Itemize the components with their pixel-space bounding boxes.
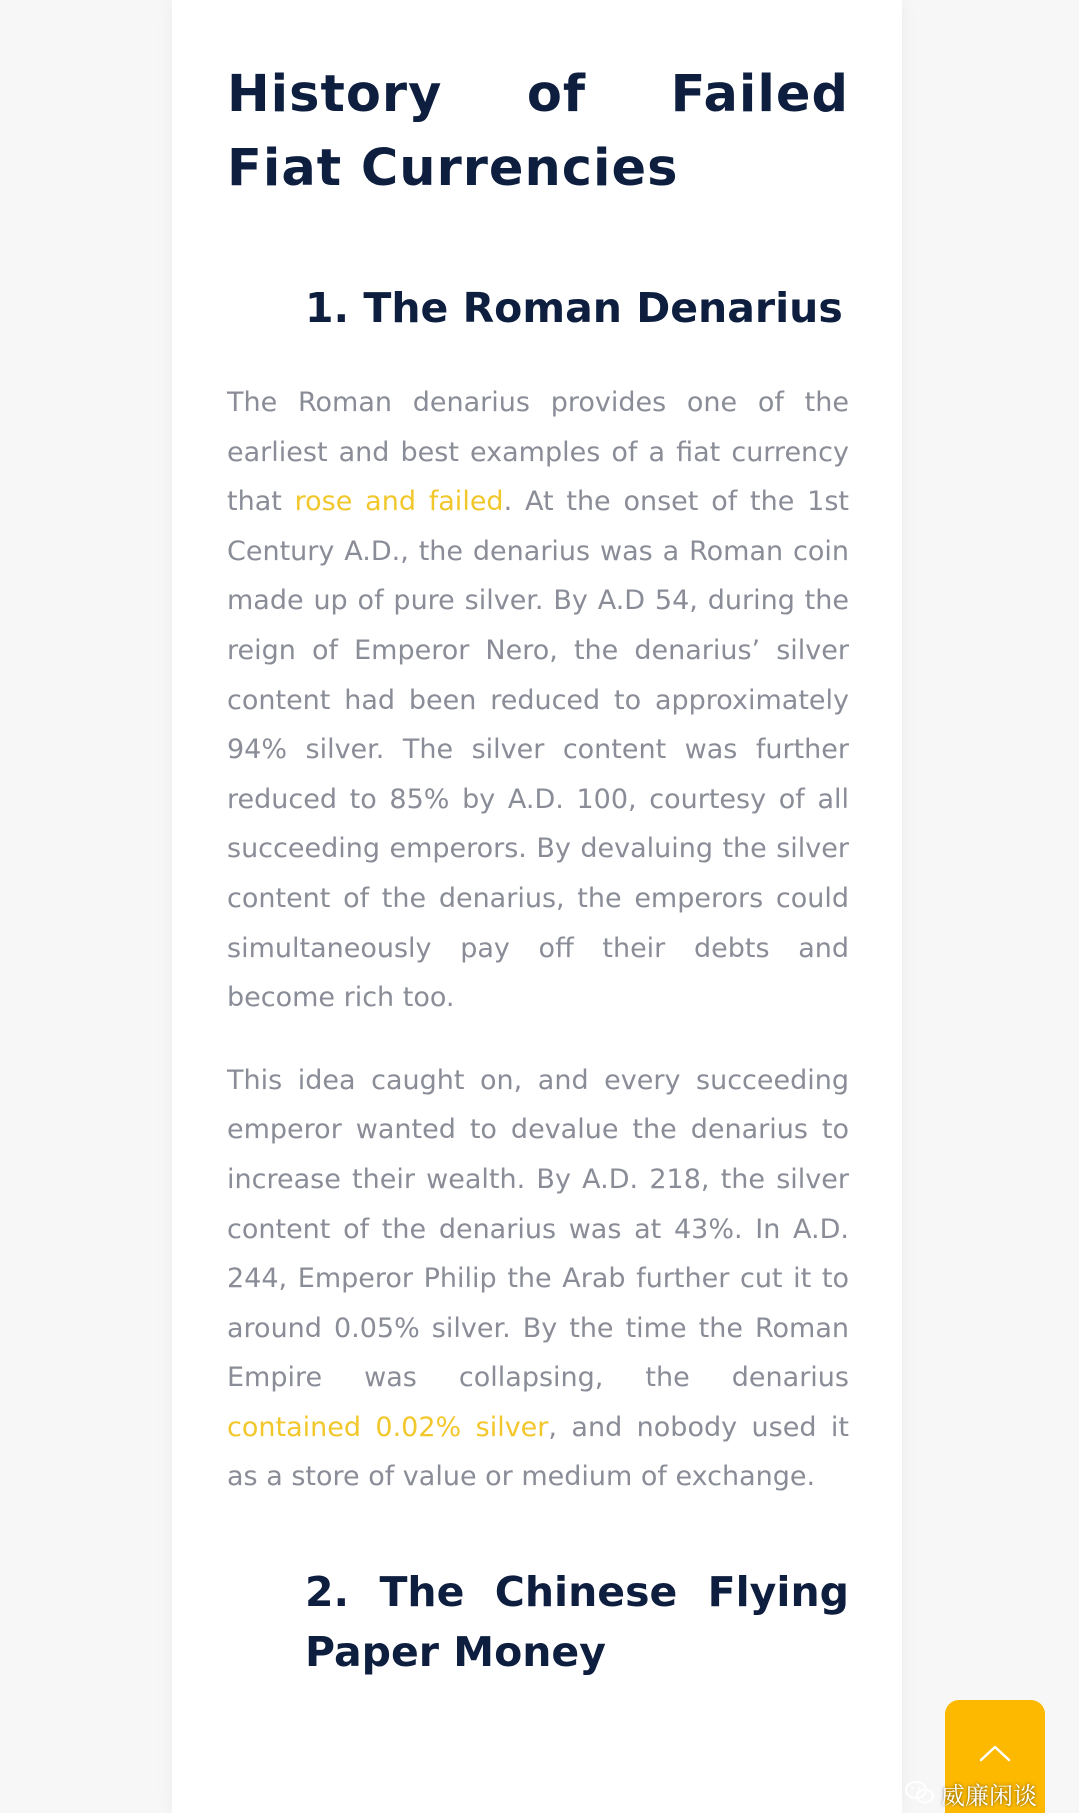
watermark — [905, 1776, 1037, 1810]
link-contained-silver[interactable]: contained 0.02% silver — [227, 1411, 549, 1443]
section-heading-roman-denarius: 1. The Roman Denarius — [305, 284, 843, 332]
section-heading-chinese-paper-money: 2. The Chinese Flying Paper Money — [305, 1568, 849, 1677]
article-card — [172, 0, 902, 1813]
watermark-text: 威廉闲谈 — [941, 1781, 1037, 1810]
paragraph-text: . At the onset of the 1st Century A.D., the denarius was a Roman coin made up of pure silver. By A.D 54, during the reign of Emperor Nero, the denarius’ silver content had been reduced to approximately 94% silver. The silver content was further reduced to 85% by A.D. 100, courtesy of all succeeding emperors. By devaluing the silver content of the denarius, the emperors could simultaneously pay off their debts and become rich too. — [227, 486, 849, 1014]
paragraph-text: The Roman denarius provides one of the earliest and best examples of a fiat currency that — [227, 387, 849, 518]
paragraph — [227, 378, 849, 1023]
wechat-icon — [905, 1780, 935, 1806]
paragraph — [227, 1056, 849, 1502]
paragraph-text: This idea caught on, and every succeeding emperor wanted to devalue the denarius to increase their wealth. By A.D. 218, the silver content of the denarius was at 43%. In A.D. 244, Emperor Philip the Arab further cut it to around 0.05% silver. By the time the Roman Empire was collapsing, the denarius — [227, 1064, 849, 1394]
chevron-up-icon — [979, 1744, 1011, 1762]
paragraph-text: , and nobody used it as a store of value or medium of exchange. — [227, 1411, 849, 1493]
article-content — [227, 0, 849, 1682]
link-rose-and-failed[interactable]: rose and failed — [294, 486, 504, 518]
article-title: History of Failed Fiat Currencies — [227, 65, 849, 198]
